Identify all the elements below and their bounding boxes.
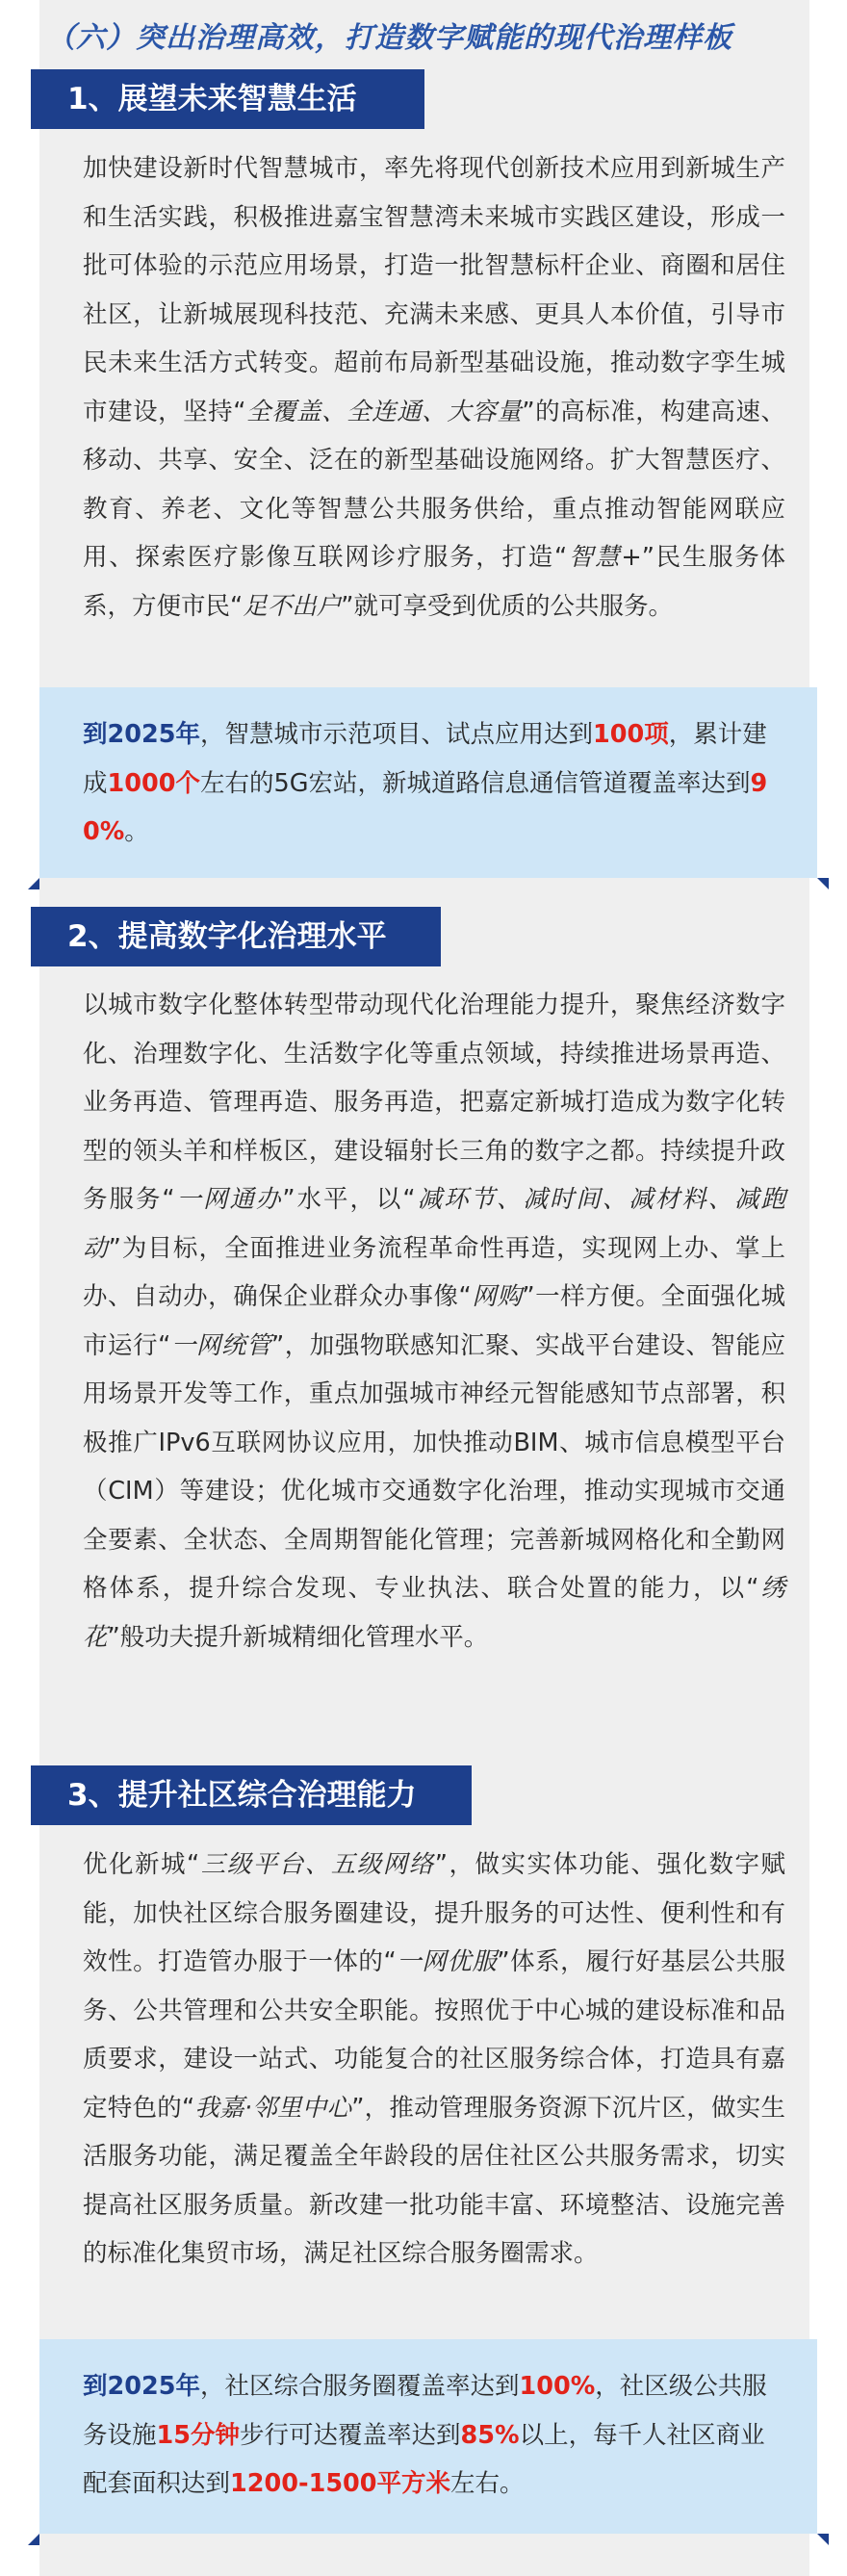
quoted-term: 一网优服 (396, 1947, 498, 1976)
text-run: ”，做实实体功能、强化数字赋能，加快社区综合服务圈建设，提升服务的可达性、便利性和有效性。打造管办服于一体的“ (83, 1850, 785, 1976)
text-run: 以上，每千人社区商业配套面积达到 (83, 2420, 765, 2498)
text-run: ”般功夫提升新城精细化管理水平。 (107, 1622, 489, 1652)
text-run: ，社区综合服务圈覆盖率达到 (199, 2372, 520, 2401)
section-3-highlight (39, 2339, 817, 2534)
quoted-term: 全覆盖、全连通、大容量 (245, 397, 523, 426)
text-run: 左右。 (450, 2469, 525, 2498)
text-run: 加快建设新时代智慧城市，率先将现代创新技术应用到新城生产和生活实践，积极推进嘉宝智慧湾未来城市实践区建设，形成一批可体验的示范应用场景，打造一批智慧标杆企业、商圈和居住社区，让新城展现科技范、充满未来感、更具人本价值，引导市民未来生活方式转变。超前布局新型基础设施，推动数字孪生城市建设，坚持“ (83, 154, 785, 426)
emphasis-value: 90% (83, 768, 768, 846)
quoted-term: 网购 (471, 1282, 523, 1311)
text-run: ”体系，履行好基层公共服务、公共管理和公共安全职能。按照优于中心城的建设标准和品质要求，建设一站式、功能复合的社区服务综合体，打造具有嘉定特色的“ (83, 1947, 785, 2123)
text-run: ”的高标准，构建高速、移动、共享、安全、泛在的新型基础设施网络。扩大智慧医疗、教育、养老、文化等智慧公共服务供给，重点推动智能网联应用、探索医疗影像互联网诊疗服务，打造“ (83, 397, 785, 572)
text-run: ，智慧城市示范项目、试点应用达到 (199, 720, 593, 749)
text-run: ，累计建成 (83, 720, 767, 798)
quoted-term: 绣花 (83, 1574, 785, 1652)
section-2-body (83, 981, 785, 1662)
emphasis-value: 15分钟 (156, 2420, 241, 2450)
text-run: 。 (124, 817, 149, 846)
text-run: ”一样方便。全面强化城市运行“ (83, 1282, 785, 1360)
corner-left-decoration (28, 2534, 39, 2545)
text-run: ，社区级公共服务设施 (83, 2372, 767, 2450)
text-run: ”，加强物联感知汇聚、实战平台建设、智能应用场景开发等工作，重点加强城市神经元智能感知节点部署，积极推广IPv6互联网协议应用，加快推动BIM、城市信息模型平台（CIM）等建设；优化城市交通数字化治理，推动实现城市交通全要素、全状态、全周期智能化管理；完善新城网格化和全勤网格体系，提升综合发现、专业执法、联合处置的能力，以“ (83, 1330, 785, 1603)
target-year: 到2025年 (83, 720, 200, 749)
text-run: 优化新城“ (83, 1850, 200, 1879)
emphasis-value: 1000个 (107, 768, 200, 798)
quoted-term: 足不出户 (243, 591, 342, 621)
quoted-term: 减环节、减时间、减材料、减跑动 (83, 1185, 786, 1263)
quoted-term: 一网统管 (170, 1330, 272, 1360)
quoted-term: 三级平台、五级网络 (199, 1850, 435, 1879)
emphasis-value: 100项 (593, 720, 669, 749)
corner-right-decoration (817, 2534, 829, 2545)
text-run: ”就可享受到优质的公共服务。 (341, 591, 673, 621)
chapter-title: （六）突出治理高效，打造数字赋能的现代治理样板 (46, 21, 732, 55)
text-run: 左右的5G宏站，新城道路信息通信管道覆盖率达到 (200, 768, 751, 798)
text-run: ”民生服务体系，方便市民“ (83, 543, 785, 621)
text-run: ”为目标，全面推进业务流程革命性再造，实现网上办、掌上办、自动办，确保企业群众办事像“ (83, 1233, 785, 1311)
section-heading-2: 2、提高数字化治理水平 (31, 907, 441, 966)
quoted-term: 一网通办 (174, 1185, 283, 1214)
section-heading-3: 3、提升社区综合治理能力 (31, 1765, 472, 1825)
emphasis-value: 85% (460, 2420, 520, 2450)
text-run: 步行可达覆盖率达到 (240, 2420, 461, 2450)
text-run: ”水平，以“ (282, 1185, 416, 1214)
target-year: 到2025年 (83, 2372, 200, 2401)
section-heading-1: 1、展望未来智慧生活 (31, 69, 424, 129)
emphasis-value: 1200-1500平方米 (230, 2469, 451, 2498)
text-run: 以城市数字化整体转型带动现代化治理能力提升，聚焦经济数字化、治理数字化、生活数字化等重点领域，持续推进场景再造、业务再造、管理再造、服务再造，把嘉定新城打造成为数字化转型的领头羊和样板区，建设辐射长三角的数字之都。持续提升政务服务“ (83, 991, 785, 1214)
quoted-term: 智慧+ (567, 543, 642, 572)
corner-left-decoration (28, 878, 39, 889)
section-1-body (83, 144, 785, 631)
section-3-body (83, 1841, 785, 2279)
text-run: ”，推动管理服务资源下沉片区，做实生活服务功能，满足覆盖全年龄段的居住社区公共服务需求，切实提高社区服务质量。新改建一批功能丰富、环境整洁、设施完善的标准化集贸市场，满足社区综合服务圈需求。 (83, 2093, 785, 2268)
emphasis-value: 100% (519, 2372, 596, 2401)
corner-right-decoration (817, 878, 829, 889)
section-1-highlight (39, 687, 817, 878)
quoted-term: 我嘉·邻里中心 (194, 2093, 352, 2123)
